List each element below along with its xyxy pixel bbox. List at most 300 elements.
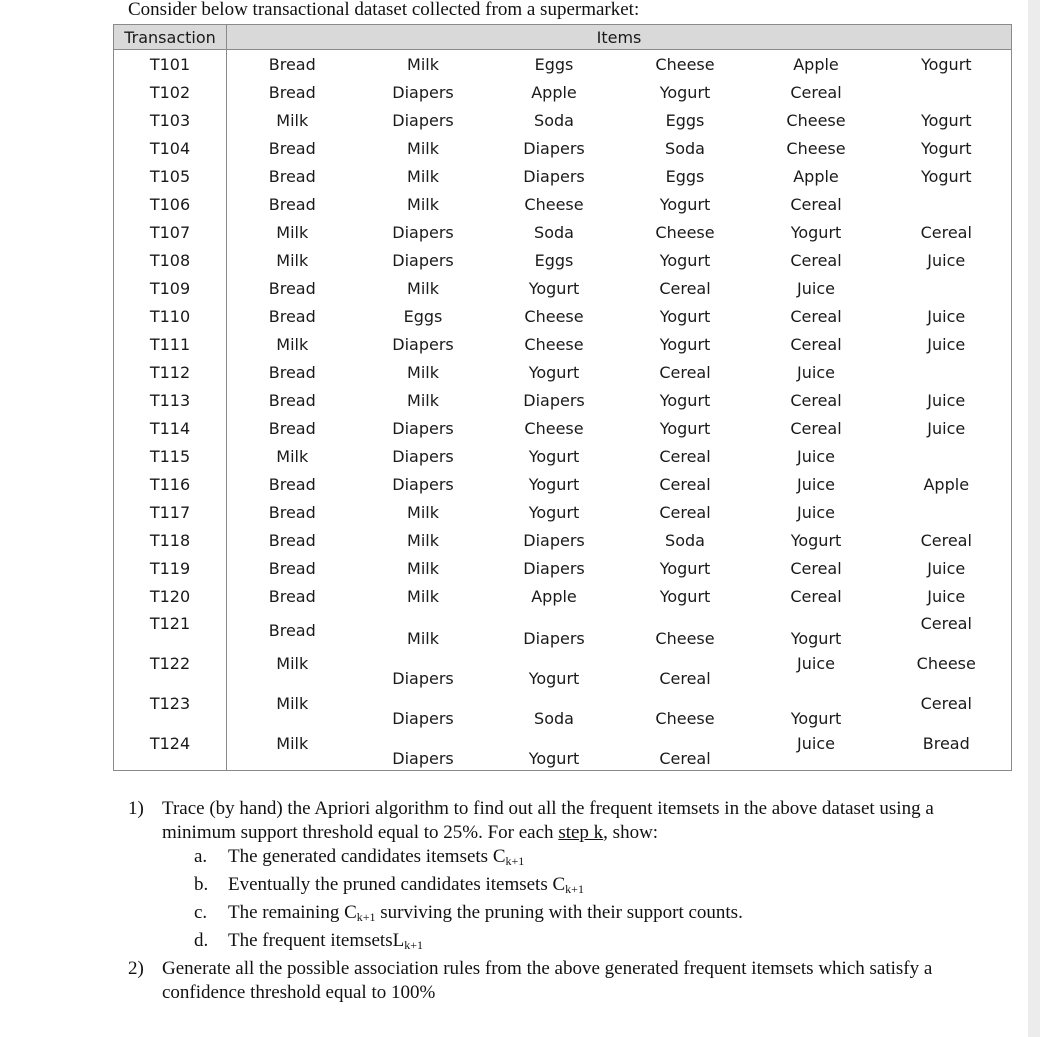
item-name: Soda bbox=[665, 530, 705, 550]
item-name: Cheese bbox=[655, 629, 715, 648]
item-cell bbox=[227, 498, 358, 526]
transaction-id: T124 bbox=[149, 734, 191, 753]
item-cell bbox=[358, 650, 489, 690]
item-cell bbox=[358, 358, 489, 386]
item-cell bbox=[358, 330, 489, 358]
item-name: Yogurt bbox=[528, 474, 580, 494]
subitem-c-body-pre: The remaining C bbox=[228, 902, 357, 923]
item-cell bbox=[882, 78, 1012, 106]
item-cell bbox=[358, 274, 489, 302]
item-cell bbox=[620, 470, 751, 498]
transaction-id-cell bbox=[114, 554, 227, 582]
transaction-id: T105 bbox=[149, 166, 191, 186]
item-cell bbox=[489, 330, 620, 358]
item-name: Juice bbox=[797, 502, 835, 522]
item-name: Diapers bbox=[392, 418, 454, 438]
item-name: Milk bbox=[276, 222, 309, 242]
question-2 bbox=[128, 957, 1008, 1005]
item-cell bbox=[620, 106, 751, 134]
item-cell bbox=[227, 554, 358, 582]
item-name: Soda bbox=[534, 709, 574, 728]
table-header-row bbox=[114, 25, 1012, 50]
item-cell bbox=[751, 470, 882, 498]
item-cell bbox=[358, 414, 489, 442]
item-name: Cheese bbox=[524, 194, 584, 214]
item-cell bbox=[358, 106, 489, 134]
subscript-k1: k+1 bbox=[404, 938, 423, 952]
item-cell bbox=[882, 134, 1012, 162]
item-cell bbox=[882, 498, 1012, 526]
item-name: Yogurt bbox=[790, 530, 842, 550]
item-name: Yogurt bbox=[659, 558, 711, 578]
item-cell bbox=[620, 414, 751, 442]
table-row bbox=[114, 690, 1012, 730]
item-name: Yogurt bbox=[659, 418, 711, 438]
item-cell bbox=[227, 414, 358, 442]
item-name: Milk bbox=[407, 362, 439, 382]
table-row bbox=[114, 302, 1012, 330]
transaction-id-cell bbox=[114, 650, 227, 690]
item-name: Cereal bbox=[920, 222, 972, 242]
item-name: Milk bbox=[276, 250, 309, 270]
item-name: Milk bbox=[407, 390, 439, 410]
item-name: Yogurt bbox=[659, 194, 711, 214]
transaction-id: T119 bbox=[149, 558, 191, 578]
item-name: Yogurt bbox=[659, 82, 711, 102]
item-name: Yogurt bbox=[920, 54, 972, 74]
item-name: Diapers bbox=[392, 669, 454, 688]
item-cell bbox=[358, 218, 489, 246]
item-name: Milk bbox=[276, 334, 309, 354]
subitem-c-text bbox=[228, 901, 743, 929]
item-cell bbox=[620, 554, 751, 582]
question-1-text-post: , show: bbox=[603, 822, 659, 843]
transaction-id: T121 bbox=[149, 614, 191, 633]
item-name: Juice bbox=[927, 334, 966, 354]
item-name: Cheese bbox=[655, 54, 715, 74]
item-cell bbox=[489, 218, 620, 246]
item-name: Eggs bbox=[534, 54, 574, 74]
item-cell bbox=[489, 386, 620, 414]
item-name: Yogurt bbox=[790, 629, 842, 648]
item-cell bbox=[358, 190, 489, 218]
item-name: Yogurt bbox=[528, 749, 580, 768]
item-cell bbox=[358, 582, 489, 610]
table-row bbox=[114, 470, 1012, 498]
table-row bbox=[114, 610, 1012, 650]
item-cell bbox=[620, 190, 751, 218]
questions-block bbox=[128, 797, 1008, 1005]
item-cell bbox=[882, 690, 1012, 730]
item-name: Bread bbox=[268, 166, 316, 186]
item-name bbox=[882, 190, 1012, 218]
item-name: Milk bbox=[407, 138, 439, 158]
item-cell bbox=[620, 498, 751, 526]
item-name: Bread bbox=[268, 390, 316, 410]
item-name: Yogurt bbox=[528, 502, 580, 522]
item-cell bbox=[751, 50, 882, 79]
item-name: Bread bbox=[268, 558, 316, 578]
item-name: Eggs bbox=[665, 110, 705, 130]
item-cell bbox=[620, 274, 751, 302]
item-name bbox=[882, 358, 1012, 386]
item-name: Bread bbox=[268, 586, 316, 606]
item-cell bbox=[358, 730, 489, 771]
item-cell bbox=[751, 610, 882, 650]
question-1-number: 1) bbox=[128, 798, 144, 819]
item-name: Milk bbox=[407, 194, 439, 214]
transaction-id-cell bbox=[114, 526, 227, 554]
item-name: Eggs bbox=[665, 166, 705, 186]
item-name: Yogurt bbox=[790, 709, 842, 728]
item-cell bbox=[358, 498, 489, 526]
item-name: Milk bbox=[407, 502, 439, 522]
table-row bbox=[114, 498, 1012, 526]
item-cell bbox=[227, 218, 358, 246]
item-name: Cheese bbox=[655, 709, 715, 728]
item-cell bbox=[751, 246, 882, 274]
item-name: Yogurt bbox=[659, 390, 711, 410]
item-cell bbox=[227, 730, 358, 771]
item-cell bbox=[489, 650, 620, 690]
item-cell bbox=[358, 134, 489, 162]
transaction-id: T107 bbox=[149, 222, 191, 242]
item-cell bbox=[227, 50, 358, 79]
transaction-id: T117 bbox=[149, 502, 191, 522]
item-name: Juice bbox=[797, 734, 835, 753]
subitem-a-letter: a. bbox=[194, 846, 208, 867]
item-name: Apple bbox=[531, 82, 577, 102]
item-name: Cereal bbox=[790, 194, 842, 214]
header-items: Items bbox=[227, 25, 1012, 50]
item-name: Bread bbox=[268, 530, 316, 550]
item-name: Milk bbox=[407, 530, 439, 550]
item-name: Soda bbox=[534, 222, 574, 242]
item-name: Bread bbox=[268, 620, 316, 640]
transaction-id-cell bbox=[114, 330, 227, 358]
transaction-id-cell bbox=[114, 690, 227, 730]
item-name: Apple bbox=[793, 166, 839, 186]
transaction-id-cell bbox=[114, 302, 227, 330]
item-cell bbox=[358, 470, 489, 498]
subitem-c bbox=[194, 901, 1008, 929]
item-name: Bread bbox=[268, 82, 316, 102]
item-cell bbox=[227, 162, 358, 190]
transaction-id: T114 bbox=[149, 418, 191, 438]
item-cell bbox=[751, 330, 882, 358]
item-name: Milk bbox=[276, 110, 309, 130]
item-name: Juice bbox=[927, 306, 966, 326]
item-cell bbox=[620, 134, 751, 162]
table-row bbox=[114, 246, 1012, 274]
transaction-id: T108 bbox=[149, 250, 191, 270]
table-row bbox=[114, 162, 1012, 190]
table-row bbox=[114, 730, 1012, 771]
item-cell bbox=[882, 554, 1012, 582]
table-row bbox=[114, 330, 1012, 358]
item-name: Milk bbox=[407, 166, 439, 186]
item-name: Yogurt bbox=[659, 250, 711, 270]
table-row bbox=[114, 134, 1012, 162]
transaction-id: T116 bbox=[149, 474, 191, 494]
item-name: Eggs bbox=[403, 306, 443, 326]
item-cell bbox=[751, 690, 882, 730]
transaction-id-cell bbox=[114, 162, 227, 190]
transaction-id: T104 bbox=[149, 138, 191, 158]
transaction-id-cell bbox=[114, 582, 227, 610]
subitem-d-letter: d. bbox=[194, 930, 209, 951]
item-cell bbox=[620, 442, 751, 470]
item-cell bbox=[751, 274, 882, 302]
item-name: Bread bbox=[268, 418, 316, 438]
item-cell bbox=[227, 582, 358, 610]
item-cell bbox=[358, 554, 489, 582]
item-cell bbox=[751, 106, 882, 134]
table-row bbox=[114, 78, 1012, 106]
item-cell bbox=[227, 246, 358, 274]
item-cell bbox=[358, 610, 489, 650]
table-row bbox=[114, 274, 1012, 302]
item-cell bbox=[882, 610, 1012, 650]
transaction-id-cell bbox=[114, 190, 227, 218]
item-name: Cereal bbox=[790, 334, 842, 354]
item-name: Juice bbox=[797, 362, 835, 382]
item-cell bbox=[882, 50, 1012, 79]
item-cell bbox=[620, 610, 751, 650]
item-cell bbox=[358, 78, 489, 106]
item-cell bbox=[751, 554, 882, 582]
item-cell bbox=[620, 730, 751, 771]
item-name: Cereal bbox=[920, 614, 972, 633]
item-cell bbox=[489, 190, 620, 218]
transaction-table bbox=[113, 24, 1012, 771]
item-cell bbox=[882, 246, 1012, 274]
item-name: Yogurt bbox=[528, 446, 580, 466]
item-cell bbox=[489, 246, 620, 274]
item-name: Yogurt bbox=[920, 110, 972, 130]
item-name: Milk bbox=[407, 629, 439, 648]
item-name bbox=[882, 78, 1012, 106]
item-cell bbox=[620, 302, 751, 330]
item-cell bbox=[620, 650, 751, 690]
subitem-b bbox=[194, 873, 1008, 901]
item-name: Apple bbox=[531, 586, 577, 606]
table-row bbox=[114, 554, 1012, 582]
item-name: Bread bbox=[268, 54, 316, 74]
item-name: Milk bbox=[407, 54, 439, 74]
item-cell bbox=[489, 554, 620, 582]
subscript-k1: k+1 bbox=[565, 882, 584, 896]
subitem-c-letter: c. bbox=[194, 902, 208, 923]
item-cell bbox=[489, 106, 620, 134]
item-name: Milk bbox=[276, 734, 309, 753]
item-cell bbox=[489, 414, 620, 442]
item-name: Milk bbox=[407, 586, 439, 606]
item-cell bbox=[751, 218, 882, 246]
item-cell bbox=[227, 190, 358, 218]
subitem-b-letter: b. bbox=[194, 874, 209, 895]
item-cell bbox=[227, 442, 358, 470]
transaction-id: T110 bbox=[149, 306, 191, 326]
item-cell bbox=[882, 162, 1012, 190]
item-name: Diapers bbox=[523, 558, 585, 578]
intro-text: Consider below transactional dataset collected from a supermarket: bbox=[128, 0, 640, 20]
transaction-id-cell bbox=[114, 134, 227, 162]
question-1 bbox=[128, 797, 1008, 845]
item-name: Cheese bbox=[786, 110, 846, 130]
table-row bbox=[114, 582, 1012, 610]
item-name: Diapers bbox=[392, 446, 454, 466]
item-cell bbox=[882, 330, 1012, 358]
transaction-id-cell bbox=[114, 498, 227, 526]
item-cell bbox=[751, 442, 882, 470]
item-name: Bread bbox=[268, 474, 316, 494]
item-name: Juice bbox=[927, 418, 966, 438]
item-name: Yogurt bbox=[920, 166, 972, 186]
item-cell bbox=[489, 498, 620, 526]
item-name: Milk bbox=[407, 278, 439, 298]
item-cell bbox=[882, 526, 1012, 554]
item-cell bbox=[882, 414, 1012, 442]
item-name: Apple bbox=[923, 474, 970, 494]
item-cell bbox=[358, 442, 489, 470]
item-name: Juice bbox=[927, 586, 966, 606]
item-cell bbox=[227, 650, 358, 690]
item-name: Juice bbox=[797, 474, 835, 494]
transaction-id-cell bbox=[114, 50, 227, 79]
transaction-id: T123 bbox=[149, 694, 191, 713]
item-cell bbox=[620, 330, 751, 358]
item-cell bbox=[489, 442, 620, 470]
subscript-k1: k+1 bbox=[505, 854, 525, 868]
item-name: Juice bbox=[797, 446, 835, 466]
item-name: Diapers bbox=[523, 530, 585, 550]
subitem-d-body: The frequent itemsetsL bbox=[228, 930, 405, 951]
item-cell bbox=[489, 358, 620, 386]
transaction-id: T102 bbox=[149, 82, 191, 102]
item-cell bbox=[751, 386, 882, 414]
item-cell bbox=[620, 162, 751, 190]
item-name: Cheese bbox=[916, 654, 976, 673]
item-name: Diapers bbox=[392, 110, 454, 130]
item-name bbox=[882, 498, 1012, 526]
item-cell bbox=[489, 582, 620, 610]
item-name: Juice bbox=[927, 558, 966, 578]
item-name: Diapers bbox=[392, 222, 454, 242]
item-cell bbox=[620, 690, 751, 730]
transaction-id: T109 bbox=[149, 278, 191, 298]
item-name: Diapers bbox=[523, 138, 585, 158]
item-cell bbox=[882, 442, 1012, 470]
item-cell bbox=[882, 274, 1012, 302]
subitem-d bbox=[194, 929, 1008, 957]
item-cell bbox=[751, 358, 882, 386]
item-cell bbox=[751, 302, 882, 330]
transaction-id: T113 bbox=[149, 390, 191, 410]
subscript-k1: k+1 bbox=[356, 910, 376, 924]
table-row bbox=[114, 414, 1012, 442]
item-cell bbox=[751, 134, 882, 162]
table-row bbox=[114, 218, 1012, 246]
item-name: Juice bbox=[927, 390, 966, 410]
transaction-id-cell bbox=[114, 246, 227, 274]
item-cell bbox=[358, 690, 489, 730]
item-cell bbox=[751, 498, 882, 526]
item-cell bbox=[882, 358, 1012, 386]
item-cell bbox=[751, 526, 882, 554]
header-transaction: Transaction bbox=[114, 25, 227, 50]
item-name: Cereal bbox=[659, 502, 711, 522]
item-cell bbox=[358, 526, 489, 554]
transaction-id: T115 bbox=[149, 446, 191, 466]
item-cell bbox=[227, 274, 358, 302]
item-cell bbox=[227, 330, 358, 358]
item-name: Diapers bbox=[392, 250, 454, 270]
item-cell bbox=[751, 190, 882, 218]
subitem-a-body: The generated candidates itemsets C bbox=[228, 846, 506, 867]
item-name: Diapers bbox=[392, 334, 454, 354]
item-name: Diapers bbox=[523, 390, 585, 410]
item-cell bbox=[620, 358, 751, 386]
item-cell bbox=[882, 302, 1012, 330]
item-cell bbox=[751, 162, 882, 190]
item-cell bbox=[489, 470, 620, 498]
item-name: Milk bbox=[276, 446, 309, 466]
transaction-id-cell bbox=[114, 414, 227, 442]
item-name: Yogurt bbox=[659, 334, 711, 354]
item-name: Cheese bbox=[524, 306, 584, 326]
item-cell bbox=[620, 78, 751, 106]
table-row bbox=[114, 358, 1012, 386]
item-cell bbox=[620, 526, 751, 554]
item-name: Bread bbox=[268, 502, 316, 522]
item-cell bbox=[489, 526, 620, 554]
item-name: Diapers bbox=[523, 166, 585, 186]
item-name: Cereal bbox=[920, 530, 972, 550]
item-cell bbox=[489, 730, 620, 771]
item-name: Cereal bbox=[790, 558, 842, 578]
table-row bbox=[114, 386, 1012, 414]
item-name: Diapers bbox=[392, 82, 454, 102]
item-name: Bread bbox=[268, 362, 316, 382]
item-name: Yogurt bbox=[790, 222, 842, 242]
question-2-number: 2) bbox=[128, 958, 144, 979]
item-name: Soda bbox=[665, 138, 705, 158]
subitem-c-body-post: surviving the pruning with their support counts. bbox=[375, 902, 743, 923]
item-name: Diapers bbox=[523, 629, 585, 648]
transaction-id-cell bbox=[114, 106, 227, 134]
item-name: Eggs bbox=[534, 250, 574, 270]
item-name: Diapers bbox=[392, 709, 454, 728]
item-cell bbox=[882, 218, 1012, 246]
item-cell bbox=[358, 50, 489, 79]
item-cell bbox=[620, 50, 751, 79]
item-name: Cereal bbox=[659, 278, 711, 298]
question-2-text: Generate all the possible association rules from the above generated frequent itemsets which satisfy a confidence threshold equal to 100% bbox=[162, 958, 933, 1003]
item-name: Bread bbox=[922, 734, 970, 753]
item-name: Cereal bbox=[790, 82, 842, 102]
item-cell bbox=[489, 162, 620, 190]
item-cell bbox=[751, 78, 882, 106]
item-name: Yogurt bbox=[528, 362, 580, 382]
transaction-id-cell bbox=[114, 610, 227, 650]
item-cell bbox=[227, 386, 358, 414]
item-cell bbox=[882, 582, 1012, 610]
item-name bbox=[882, 442, 1012, 470]
transaction-id-cell bbox=[114, 218, 227, 246]
item-name: Milk bbox=[407, 558, 439, 578]
subitem-a-text bbox=[228, 845, 524, 873]
